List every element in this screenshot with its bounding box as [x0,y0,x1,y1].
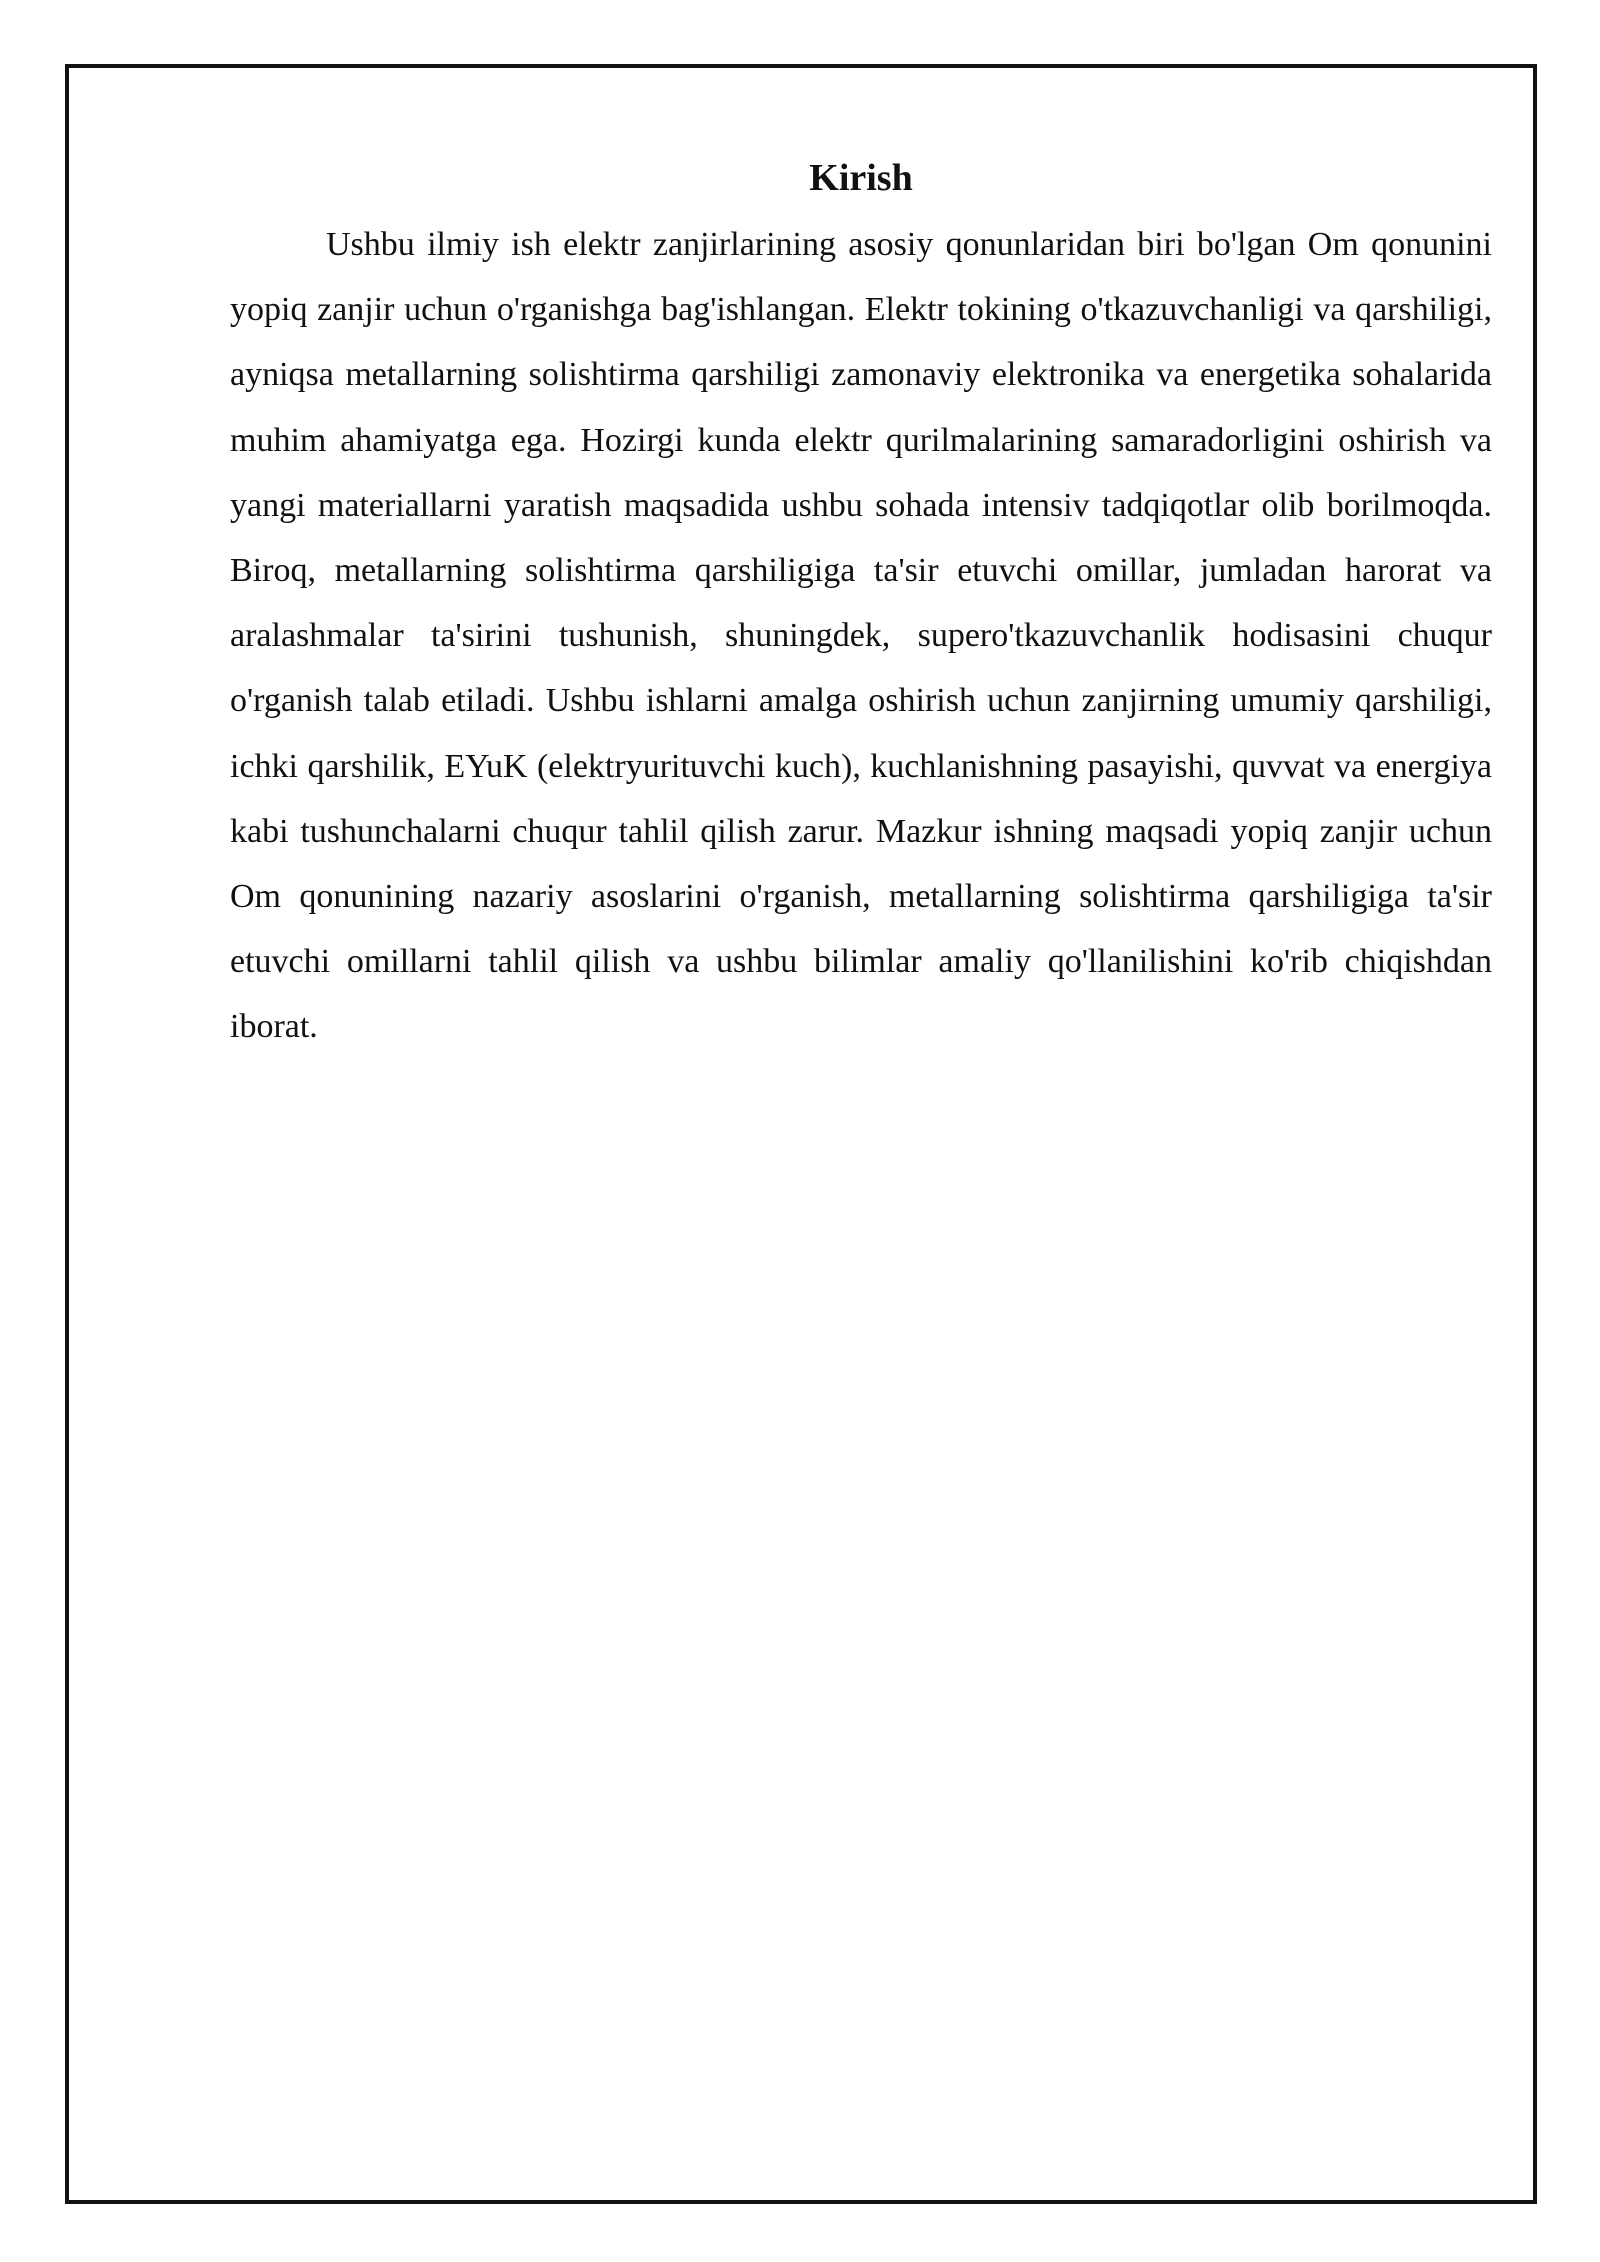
document-content [230,150,1492,1060]
body-paragraph: Ushbu ilmiy ish elektr zanjirlarining asosiy qonunlaridan biri bo'lgan Om qonunini yopiq zanjir uchun o'rganishga bag'ishlangan. Elektr tokining o'tkazuvchanligi va qarshiligi, ayniqsa metallarning solishtirma qarshiligi zamonaviy elektronika va energetika sohalarida muhim ahamiyatga ega. Hozirgi kunda elektr qurilmalarining samaradorligini oshirish va yangi materiallarni yaratish maqsadida ushbu sohada intensiv tadqiqotlar olib borilmoqda. Biroq, metallarning solishtirma qarshiligiga ta'sir etuvchi omillar, jumladan harorat va aralashmalar ta'sirini tushunish, shuningdek, supero'tkazuvchanlik hodisasini chuqur o'rganish talab etiladi. Ushbu ishlarni amalga oshirish uchun zanjirning umumiy qarshiligi, ichki qarshilik, EYuK (elektryurituvchi kuch), kuchlanishning pasayishi, quvvat va energiya kabi tushunchalarni chuqur tahlil qilish zarur. Mazkur ishning maqsadi yopiq zanjir uchun Om qonunining nazariy asoslarini o'rganish, metallarning solishtirma qarshiligiga ta'sir etuvchi omillarni tahlil qilish va ushbu bilimlar amaliy qo'llanilishini ko'rib chiqishdan iborat. [230,226,1492,1046]
section-title: Kirish [809,157,913,199]
